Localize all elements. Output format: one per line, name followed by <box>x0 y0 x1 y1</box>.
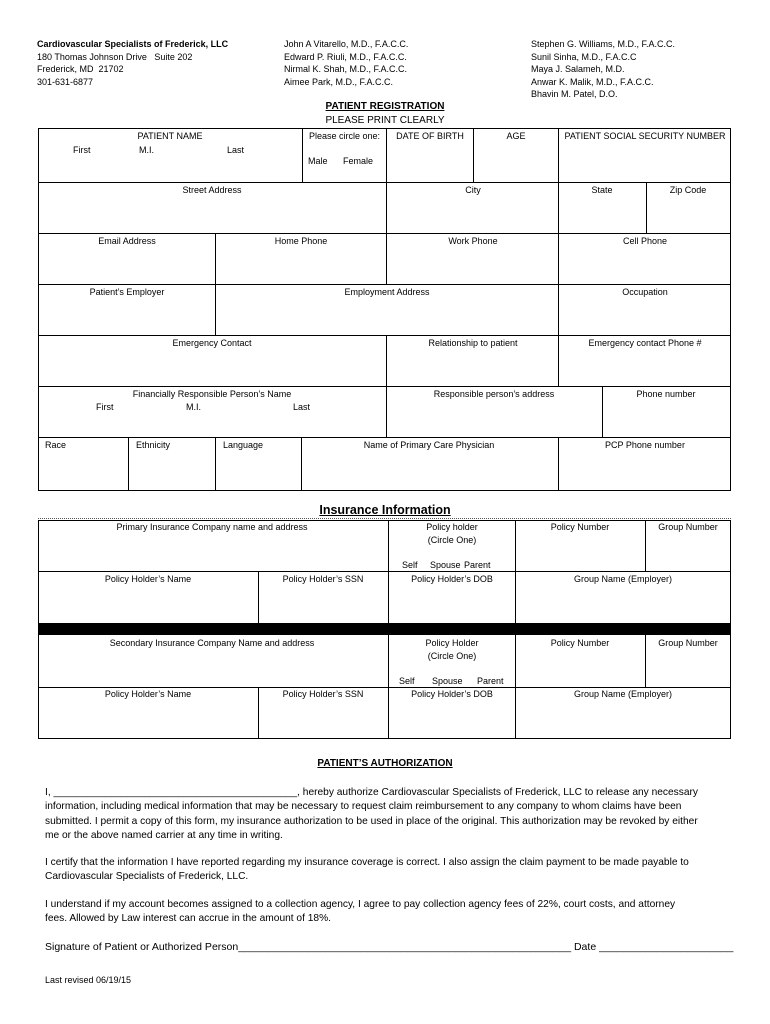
physician: Aimee Park, M.D., F.A.C.C. <box>284 76 394 87</box>
pcp-name-label: Name of Primary Care Physician <box>363 440 495 450</box>
gender-male-option[interactable]: Male <box>308 156 328 166</box>
primary-circle-one-label: (Circle One) <box>427 535 477 545</box>
paragraph-line: I, ___________________________________________, hereby authorize Cardiovascular Specialists of Frederick, LLC to release any necessary <box>45 787 699 798</box>
resp-mi-label: M.I. <box>186 402 201 412</box>
registration-title: PATIENT REGISTRATION <box>325 101 445 112</box>
cell-divider <box>515 520 516 571</box>
cell-phone-label: Cell Phone <box>622 236 668 246</box>
secondary-group-number-label: Group Number <box>658 638 718 648</box>
physician-list-2 <box>531 38 675 101</box>
practice-address-2: Frederick, MD 21702 <box>37 64 124 74</box>
employment-address-label: Employment Address <box>344 287 430 297</box>
pcp-phone-label: PCP Phone number <box>605 440 685 450</box>
primary-parent-option[interactable]: Parent <box>464 560 491 570</box>
emergency-contact-label: Emergency Contact <box>172 338 252 348</box>
cell-divider <box>558 284 559 335</box>
physician: Bhavin M. Patel, D.O. <box>531 89 618 99</box>
secondary-spouse-option[interactable]: Spouse <box>432 676 463 686</box>
last-name-label: Last <box>227 145 245 155</box>
cell-divider <box>558 233 559 284</box>
ethnicity-label: Ethnicity <box>136 440 171 450</box>
cell-divider <box>215 233 216 284</box>
cell-divider <box>301 437 302 491</box>
physician: Nirmal K. Shah, M.D., F.A.C.C. <box>284 64 408 74</box>
primary-holder-ssn-label: Policy Holder’s SSN <box>282 574 364 584</box>
row-divider <box>38 284 731 285</box>
secondary-parent-option[interactable]: Parent <box>477 676 504 686</box>
cell-divider <box>515 687 516 739</box>
gender-female-option[interactable]: Female <box>343 156 374 166</box>
cell-divider <box>558 128 559 182</box>
resp-last-label: Last <box>293 402 311 412</box>
city-label: City <box>465 185 481 195</box>
authorization-title: PATIENT’S AUTHORIZATION <box>317 758 453 769</box>
paragraph-line: information, including medical information that may be necessary to request claim reimbursement to any company to whom claims have been <box>45 801 682 813</box>
gender-circle-label: Please circle one: <box>309 131 381 141</box>
physician: Anwar K. Malik, M.D., F.A.C.C. <box>531 76 654 87</box>
primary-holder-name-label: Policy Holder’s Name <box>104 574 192 584</box>
primary-spouse-option[interactable]: Spouse <box>430 560 461 570</box>
cell-divider <box>473 128 474 182</box>
insurance-title: Insurance Information <box>319 503 451 517</box>
cell-divider <box>515 571 516 623</box>
resp-phone-label: Phone number <box>636 389 696 399</box>
cell-divider <box>258 571 259 623</box>
row-divider <box>38 437 731 438</box>
cell-divider <box>386 128 387 182</box>
row-divider <box>38 687 731 688</box>
paragraph-line: me or the above named carrier at any time in writing. <box>45 830 283 842</box>
row-divider <box>38 335 731 336</box>
responsible-address-label: Responsible person’s address <box>433 389 555 399</box>
cell-divider <box>646 182 647 233</box>
cell-divider <box>645 520 646 571</box>
street-address-label: Street Address <box>182 185 242 195</box>
physician: Stephen G. Williams, M.D., F.A.C.C. <box>531 39 676 49</box>
secondary-company-label: Secondary Insurance Company Name and address <box>109 638 315 648</box>
secondary-holder-name-label: Policy Holder’s Name <box>104 689 192 699</box>
primary-company-label: Primary Insurance Company name and address <box>116 522 308 532</box>
physician: John A Vitarello, M.D., F.A.C.C. <box>284 39 409 49</box>
secondary-self-option[interactable]: Self <box>399 676 415 686</box>
primary-policy-number-label: Policy Number <box>550 522 610 532</box>
work-phone-label: Work Phone <box>448 236 498 246</box>
mi-label: M.I. <box>139 145 154 155</box>
insurance-separator-bar <box>38 623 731 635</box>
cell-divider <box>302 128 303 182</box>
paragraph-line: submitted. I permit a copy of this form, my insurance authorization to be used in place of the original. This authorization may be revoked by either <box>45 815 698 827</box>
cell-divider <box>128 437 129 491</box>
row-divider <box>38 233 731 234</box>
cell-divider <box>558 182 559 233</box>
zip-code-label: Zip Code <box>669 185 707 195</box>
emergency-phone-label: Emergency contact Phone # <box>588 338 702 348</box>
cell-divider <box>258 687 259 739</box>
cell-divider <box>386 182 387 233</box>
physician: Sunil Sinha, M.D., F.A.C.C <box>531 51 637 62</box>
cell-divider <box>215 437 216 491</box>
state-label: State <box>591 185 613 195</box>
secondary-group-name-label: Group Name (Employer) <box>573 689 673 699</box>
practice-address-1: 180 Thomas Johnson Drive Suite 202 <box>37 51 193 62</box>
relationship-label: Relationship to patient <box>428 338 518 348</box>
secondary-policy-number-label: Policy Number <box>550 638 610 648</box>
practice-info <box>37 38 228 88</box>
primary-group-name-label: Group Name (Employer) <box>573 574 673 584</box>
primary-policy-holder-label: Policy holder <box>426 522 478 532</box>
first-name-label: First <box>73 145 91 155</box>
home-phone-label: Home Phone <box>274 236 328 246</box>
signature-line[interactable]: Signature of Patient or Authorized Person_________________________________________________________ Date _______________________ <box>45 941 734 953</box>
row-divider <box>38 571 731 572</box>
paragraph-line: I certify that the information I have reported regarding my insurance coverage is correct. I also assign the claim payment to be made payable to <box>45 857 689 868</box>
primary-holder-dob-label: Policy Holder’s DOB <box>411 574 493 584</box>
age-label: AGE <box>506 131 526 141</box>
race-label: Race <box>45 440 67 450</box>
registration-subtitle: PLEASE PRINT CLEARLY <box>325 115 445 126</box>
cell-divider <box>386 233 387 284</box>
employer-label: Patient’s Employer <box>89 287 165 297</box>
authorization-paragraph-2 <box>45 856 735 885</box>
paragraph-line: Cardiovascular Specialists of Frederick, LLC. <box>45 871 249 883</box>
secondary-holder-ssn-label: Policy Holder’s SSN <box>282 689 364 699</box>
practice-phone: 301-631-6877 <box>37 76 94 87</box>
ssn-label: PATIENT SOCIAL SECURITY NUMBER <box>564 131 726 141</box>
language-label: Language <box>223 440 264 450</box>
secondary-holder-dob-label: Policy Holder’s DOB <box>411 689 493 699</box>
row-divider <box>38 182 731 183</box>
secondary-policy-holder-label: Policy Holder <box>425 638 479 648</box>
dob-label: DATE OF BIRTH <box>396 131 464 141</box>
cell-divider <box>645 635 646 687</box>
physician: Edward P. Riuli, M.D., F.A.C.C. <box>284 51 407 62</box>
authorization-paragraph-3 <box>45 898 735 927</box>
patient-name-label: PATIENT NAME <box>137 131 203 141</box>
paragraph-line: I understand if my account becomes assigned to a collection agency, I agree to pay collection agency fees of 22%, court costs, and attorney <box>45 899 676 910</box>
cell-divider <box>515 635 516 687</box>
financially-responsible-label: Financially Responsible Person’s Name <box>132 389 292 399</box>
email-label: Email Address <box>98 236 156 246</box>
cell-divider <box>558 437 559 491</box>
occupation-label: Occupation <box>622 287 668 297</box>
row-divider <box>38 386 731 387</box>
cell-divider <box>386 386 387 437</box>
practice-name: Cardiovascular Specialists of Frederick, LLC <box>37 39 229 49</box>
physician: Maya J. Salameh, M.D. <box>531 64 625 74</box>
secondary-circle-one-label: (Circle One) <box>427 651 477 661</box>
cell-divider <box>215 284 216 335</box>
physician-list-1 <box>284 38 408 88</box>
paragraph-line: fees. Allowed by Law interest can accrue in the amount of 18%. <box>45 913 331 925</box>
last-revised: Last revised 06/19/15 <box>45 975 132 985</box>
primary-group-number-label: Group Number <box>658 522 718 532</box>
insurance-title-rule <box>38 518 731 519</box>
authorization-paragraph-1 <box>45 786 735 844</box>
cell-divider <box>386 335 387 386</box>
resp-first-label: First <box>96 402 114 412</box>
primary-self-option[interactable]: Self <box>402 560 418 570</box>
cell-divider <box>602 386 603 437</box>
cell-divider <box>558 335 559 386</box>
